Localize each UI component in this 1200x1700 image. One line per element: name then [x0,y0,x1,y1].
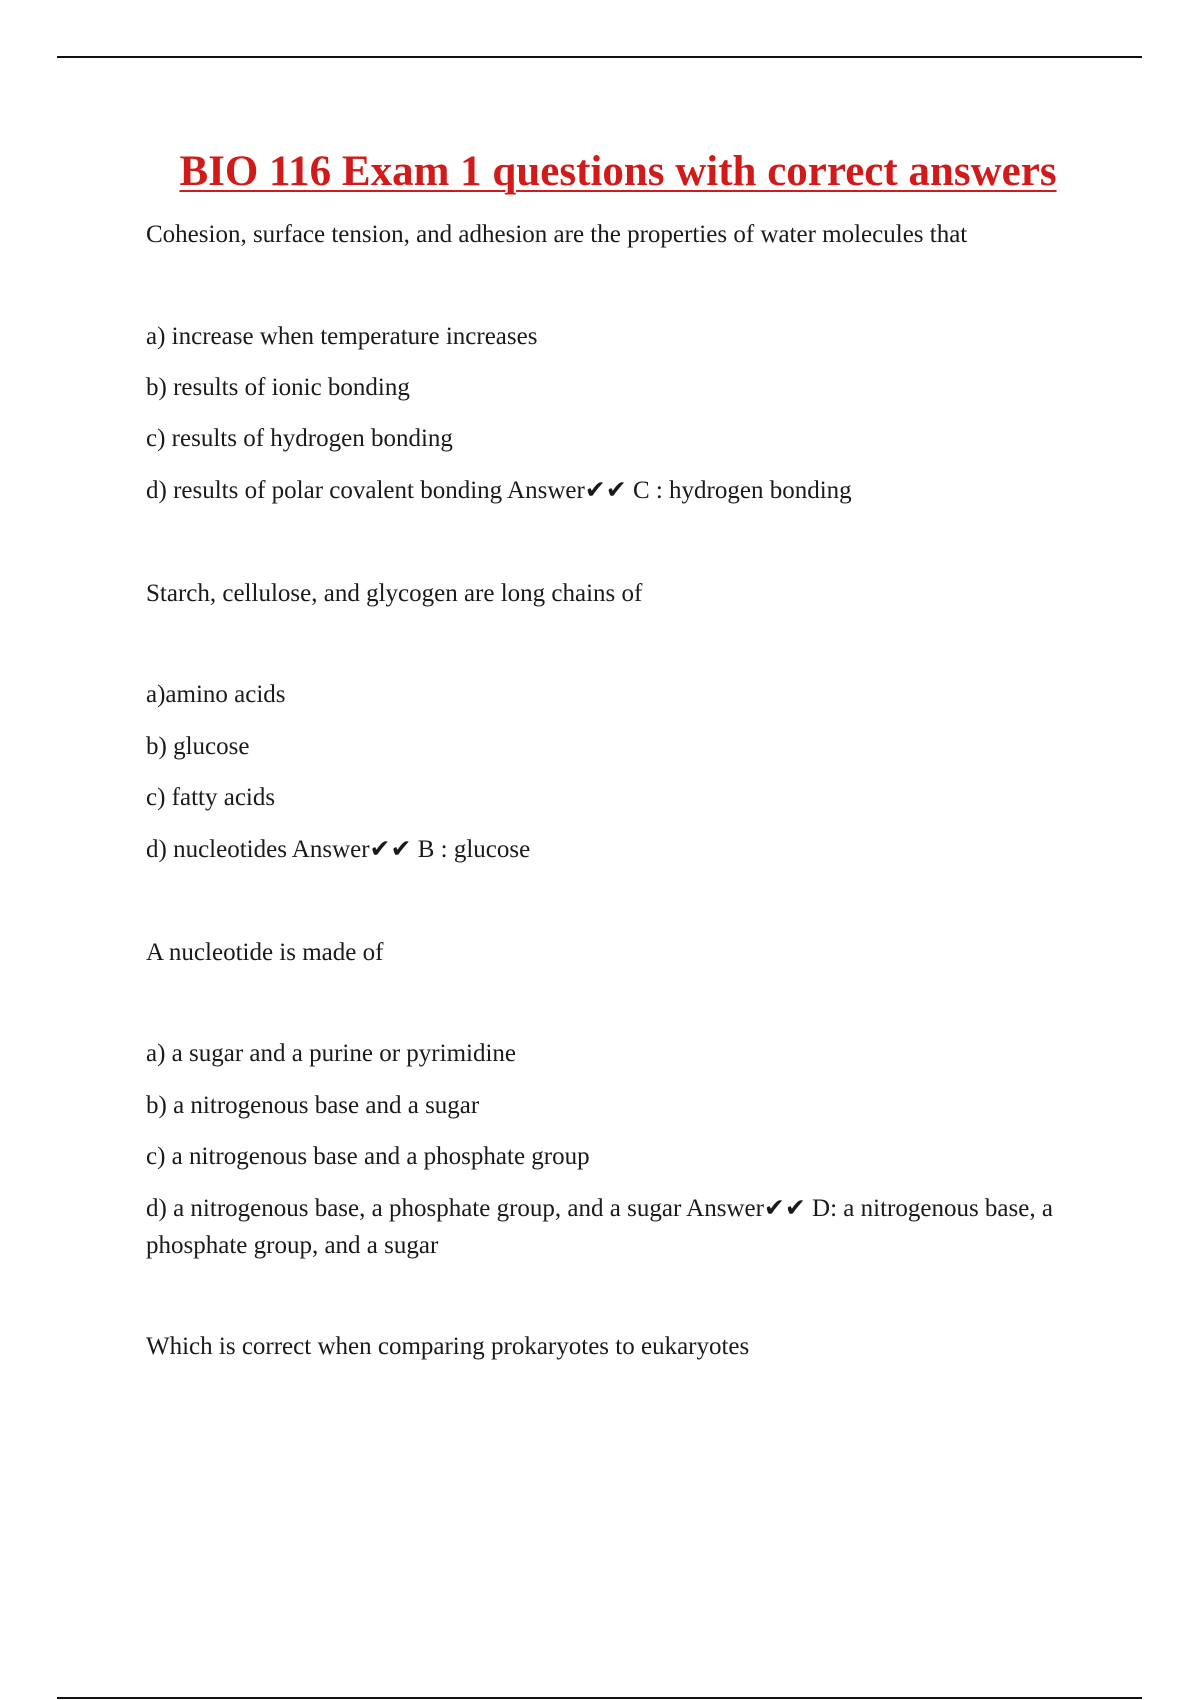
question-1-option-a: a) increase when temperature increases [146,323,538,350]
question-2-option-d-answer: d) nucleotides Answer✔✔ B : glucose [146,836,531,863]
question-2-option-a: a)amino acids [146,681,286,708]
top-rule [57,56,1142,58]
question-2-stem: Starch, cellulose, and glycogen are long chains of [146,580,643,607]
bottom-rule [57,1697,1142,1699]
question-1-option-c: c) results of hydrogen bonding [146,425,453,452]
question-1-option-b: b) results of ionic bonding [146,374,410,401]
question-3-option-a: a) a sugar and a purine or pyrimidine [146,1040,517,1067]
question-3-option-c: c) a nitrogenous base and a phosphate group [146,1143,590,1170]
document-title: BIO 116 Exam 1 questions with correct answers [179,148,1057,195]
question-4-stem: Which is correct when comparing prokaryotes to eukaryotes [146,1333,750,1360]
question-2-option-b: b) glucose [146,733,250,760]
question-3-stem: A nucleotide is made of [146,939,384,966]
question-3-option-b: b) a nitrogenous base and a sugar [146,1092,480,1119]
question-3-option-d-answer: d) a nitrogenous base, a phosphate group, and a sugar Answer✔✔ D: a nitrogenous base, a phosphate group, and a sugar [146,1195,1053,1259]
question-2-option-c: c) fatty acids [146,784,276,811]
question-1-option-d-answer: d) results of polar covalent bonding Answer✔✔ C : hydrogen bonding [146,477,852,504]
question-1-stem: Cohesion, surface tension, and adhesion are the properties of water molecules that [146,221,968,248]
